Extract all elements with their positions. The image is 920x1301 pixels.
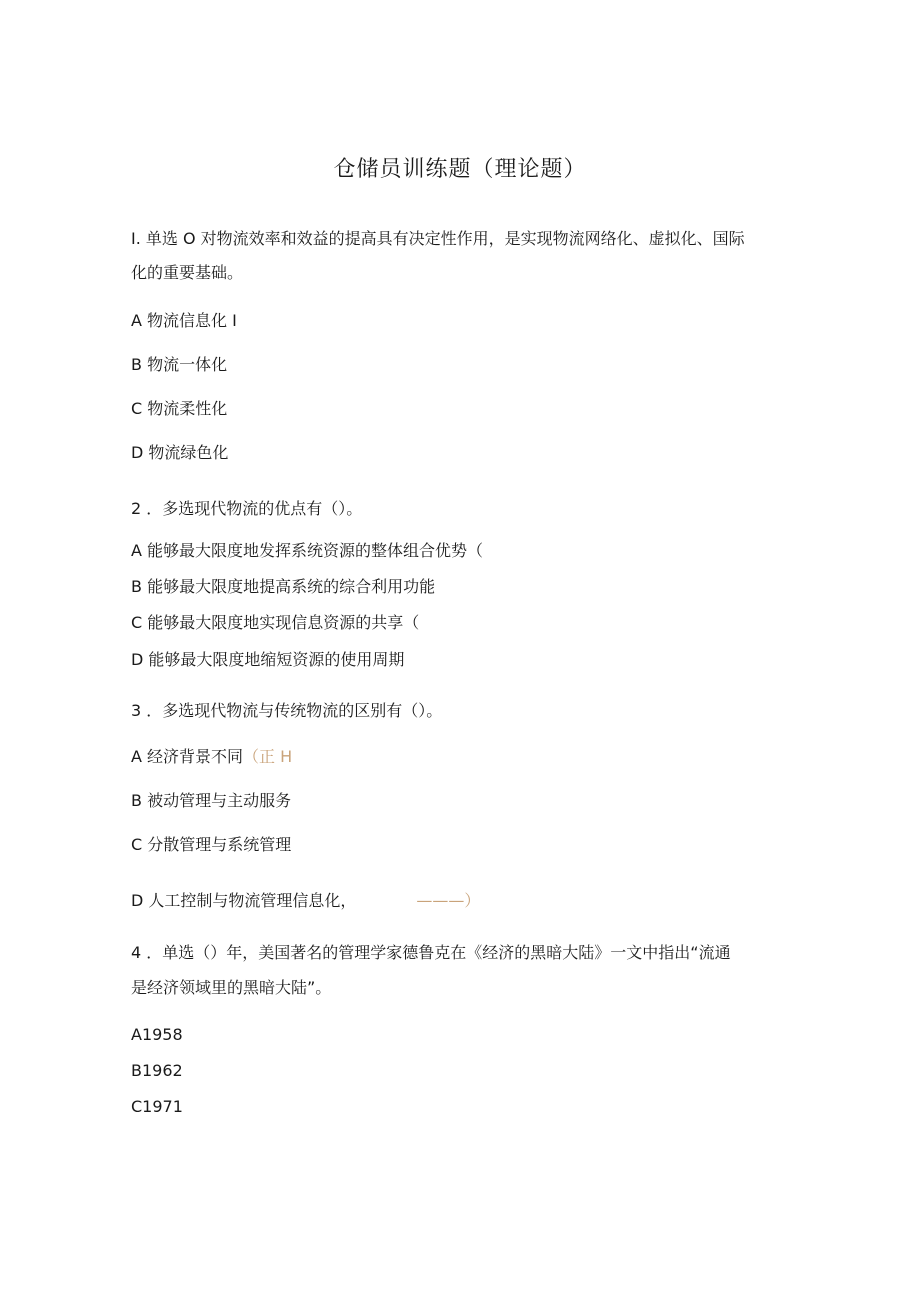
question-2-number: 2 [131,499,142,518]
question-3-text: ．多选现代物流与传统物流的区别有（）。 [146,701,443,720]
document-title: 仓储员训练题（理论题） [333,157,587,182]
question-2-text: ．多选现代物流的优点有（）。 [146,499,363,518]
question-3-option-d: D 人工控制与物流管理信息化， [131,891,357,910]
question-4-option-b: B1962 [131,1061,183,1080]
question-3-stem [131,700,442,722]
question-1-stem-line-1: I. 单选 O 对物流效率和效益的提高具有决定性作用，是实现物流网络化、虚拟化、国际 [131,229,745,248]
question-1-option-d: D 物流绿色化 [131,443,229,462]
question-4-text-line-1: ．单选（）年，美国著名的管理学家德鲁克在《经济的黑暗大陆》一文中指出“流通 [146,943,731,962]
question-3-option-a-row [131,746,292,768]
question-1-stem-line-2: 化的重要基础。 [131,263,244,282]
question-1-option-a: A 物流信息化 I [131,311,237,330]
question-3-option-a-note: （正 H [243,747,293,766]
question-2-stem [131,498,362,520]
question-4-stem-line-2: 是经济领域里的黑暗大陆”。 [131,978,332,997]
question-3-option-d-row [131,890,480,912]
question-2-option-b: B 能够最大限度地提高系统的综合利用功能 [131,577,436,596]
question-3-option-b: B 被动管理与主动服务 [131,791,292,810]
question-4-stem-line-1 [131,942,731,964]
question-3-option-a: A 经济背景不同 [131,747,244,766]
question-3-option-d-note: ———） [416,891,481,910]
question-4-option-a: A1958 [131,1025,183,1044]
question-2-option-c: C 能够最大限度地实现信息资源的共享（ [131,613,420,632]
question-3-number: 3 [131,701,142,720]
question-4-option-c: C1971 [131,1097,183,1116]
question-2-option-a: A 能够最大限度地发挥系统资源的整体组合优势（ [131,541,484,560]
question-1-option-b: B 物流一体化 [131,355,228,374]
question-3-option-c: C 分散管理与系统管理 [131,835,292,854]
question-1-option-c: C 物流柔性化 [131,399,228,418]
question-2-option-d: D 能够最大限度地缩短资源的使用周期 [131,650,405,669]
question-4-number: 4 [131,943,142,962]
